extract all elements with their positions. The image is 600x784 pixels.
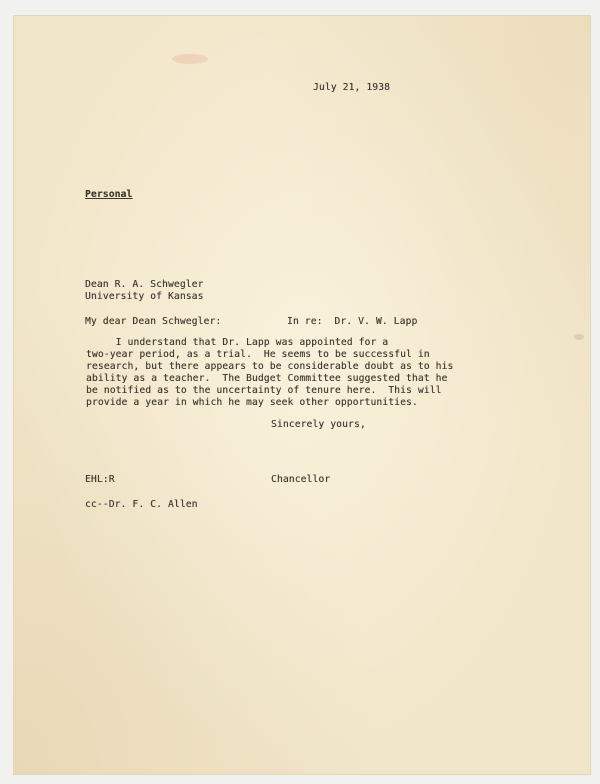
paper-speck — [574, 334, 584, 340]
salutation: My dear Dean Schwegler: — [85, 316, 222, 327]
carbon-copy: cc--Dr. F. C. Allen — [85, 499, 198, 510]
body-line: be notified as to the uncertainty of tenure here. This will — [86, 385, 442, 396]
typist-initials: EHL:R — [85, 474, 115, 485]
body-line: two-year period, as a trial. He seems to be successful in — [86, 349, 430, 360]
body-line: provide a year in which he may seek other opportunities. — [86, 397, 418, 408]
reference-line: In re: Dr. V. W. Lapp — [287, 316, 418, 327]
letter-heading: Personal — [85, 189, 133, 200]
recipient-name: Dean R. A. Schwegler — [85, 279, 204, 290]
paper-stain — [172, 54, 208, 64]
signature-title: Chancellor — [271, 474, 331, 485]
body-line: I understand that Dr. Lapp was appointed for a — [86, 337, 389, 348]
recipient-institution: University of Kansas — [85, 291, 204, 302]
closing: Sincerely yours, — [271, 419, 366, 430]
body-line: ability as a teacher. The Budget Committee suggested that he — [86, 373, 448, 384]
letter-date: July 21, 1938 — [313, 82, 391, 93]
body-line: research, but there appears to be considerable doubt as to his — [86, 361, 454, 372]
